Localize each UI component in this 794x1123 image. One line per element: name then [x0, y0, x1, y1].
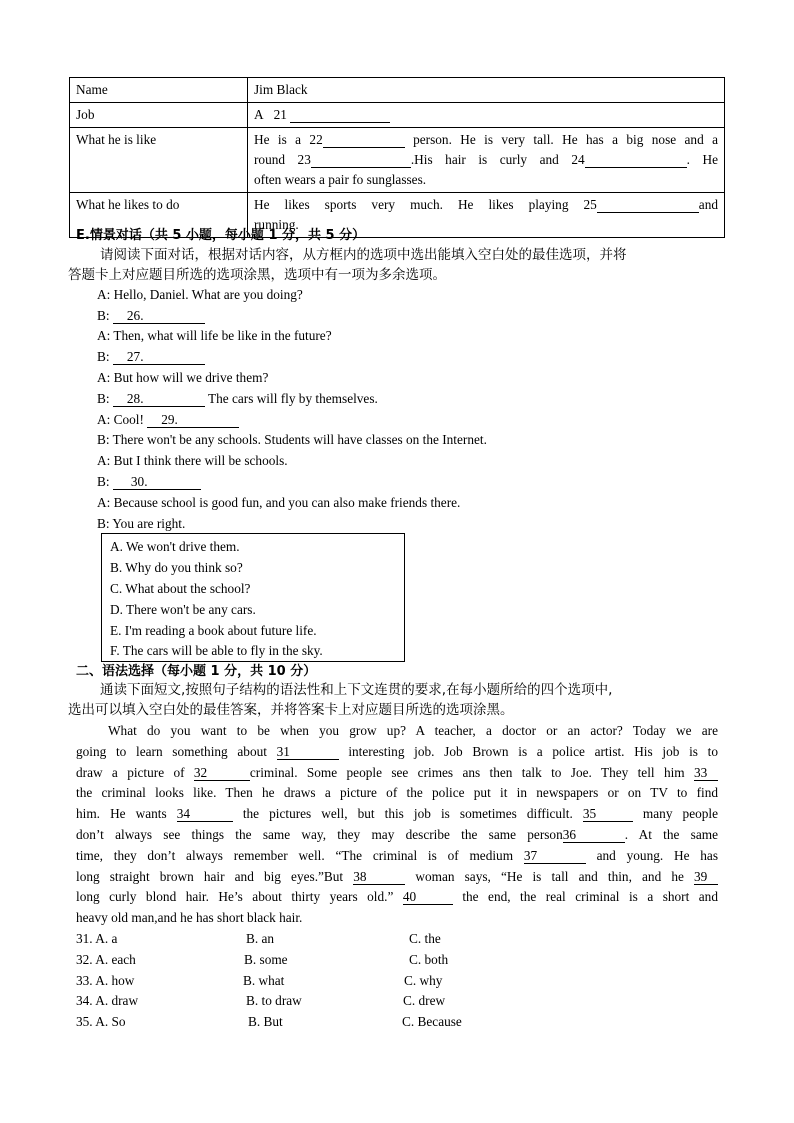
- text-fragment: .His hair is curly and 24: [410, 152, 585, 167]
- mc-option[interactable]: C. why: [404, 973, 443, 988]
- text-fragment: person. He is very tall. He has a big nose and a: [413, 132, 719, 147]
- text-fragment: many people: [632, 806, 718, 822]
- blank-29[interactable]: 29.: [147, 412, 239, 428]
- option-item: F. The cars will be able to fly in the sky.: [110, 643, 323, 658]
- text-fragment: . At the same: [624, 826, 718, 842]
- blank-36[interactable]: 36: [563, 827, 625, 843]
- text-fragment: round 23: [254, 152, 311, 167]
- dialogue-line: A: But how will we drive them?: [97, 370, 269, 385]
- options-box: [101, 533, 405, 662]
- blank-37[interactable]: 37: [524, 848, 586, 864]
- mc-question: 34. A. draw: [76, 993, 139, 1008]
- text-fragment: the pictures well, but this job is sometimes difficult.: [232, 806, 583, 822]
- blank-22[interactable]: [323, 132, 405, 148]
- text-fragment: woman says, “He is tall and thin, and he: [405, 868, 694, 884]
- dialogue-line: [97, 472, 201, 492]
- mc-option[interactable]: C. the: [409, 931, 441, 946]
- passage-line: [76, 825, 718, 846]
- table-cell-label: What he is like: [70, 128, 248, 193]
- mc-question: 33. A. how: [76, 973, 135, 988]
- section-2-instruction: 通读下面短文,按照句子结构的语法性和上下文连贯的要求,在每小题所给的四个选项中,: [100, 682, 613, 698]
- dialogue-line: A: Because school is good fun, and you can also make friends there.: [97, 495, 461, 510]
- dialogue-line: B: You are right.: [97, 516, 186, 531]
- blank-25[interactable]: [597, 197, 699, 213]
- dialogue-line: A: Then, what will life be like in the future?: [97, 328, 332, 343]
- text-fragment: long curly blond hair. He’s about thirty years old.”: [76, 889, 403, 905]
- option-item: D. There won't be any cars.: [110, 602, 256, 617]
- passage-line: [76, 721, 718, 742]
- option-item: C. What about the school?: [110, 581, 251, 596]
- table-row: [70, 78, 725, 103]
- info-table: [69, 77, 725, 238]
- speaker: A: Cool!: [97, 412, 148, 427]
- passage-line: [76, 804, 718, 825]
- passage-line: [76, 846, 718, 867]
- table-row: [70, 128, 725, 193]
- text-line: often wears a pair fo sunglasses.: [254, 172, 427, 187]
- dialogue-line: [97, 306, 205, 326]
- section-e-instruction: 请阅读下面对话，根据对话内容，从方框内的选项中选出能填入空白处的最佳选项，并将: [100, 247, 627, 263]
- blank-23[interactable]: [311, 152, 411, 168]
- blank-27[interactable]: 27.: [113, 349, 205, 365]
- table-cell-value: [248, 128, 725, 193]
- text-fragment: and young. He has: [585, 847, 719, 863]
- blank-39[interactable]: 39: [694, 869, 718, 885]
- text-fragment: interesting job. Job Brown is a police artist. His job is to: [338, 743, 718, 759]
- text-fragment: What do you want to be when you grow up? A teacher, a doctor or an actor? Today we are: [108, 723, 718, 738]
- text-fragment: and: [698, 197, 718, 212]
- blank-40[interactable]: 40: [403, 889, 453, 905]
- option-item: E. I'm reading a book about future life.: [110, 623, 317, 638]
- speaker: B:: [97, 391, 113, 406]
- passage-line: [76, 908, 718, 929]
- dialogue-line: [97, 347, 205, 367]
- text-line: running.: [254, 217, 299, 232]
- dialogue-line: B: There won't be any schools. Students will have classes on the Internet.: [97, 432, 487, 447]
- text-fragment: criminal. Some people see crimes ans then talk to Joe. They tell him: [249, 764, 694, 780]
- mc-option[interactable]: B. some: [244, 952, 288, 967]
- blank-26[interactable]: 26.: [113, 308, 205, 324]
- passage-line: [76, 742, 718, 763]
- mc-question: 35. A. So: [76, 1014, 126, 1029]
- text-fragment: He is a 22: [254, 132, 323, 147]
- reading-passage: [76, 721, 718, 929]
- table-row: [70, 103, 725, 128]
- table-cell-label: Name: [70, 78, 248, 103]
- text-line: [254, 130, 718, 150]
- blank-21-prefix: A 21: [254, 107, 287, 122]
- text-fragment: the end, the real criminal is a short and: [452, 889, 718, 905]
- section-2-instruction: 选出可以填入空白处的最佳答案，并将答案卡上对应题目所选的选项涂黑。: [68, 702, 514, 718]
- blank-32[interactable]: 32: [194, 765, 250, 781]
- mc-option[interactable]: B. an: [246, 931, 275, 946]
- mc-option[interactable]: B. But: [248, 1014, 283, 1029]
- mc-option[interactable]: B. what: [243, 973, 285, 988]
- passage-line: [76, 887, 718, 908]
- mc-option[interactable]: C. drew: [403, 993, 446, 1008]
- text-fragment: don’t always see things the same way, they may describe the same person: [76, 826, 563, 842]
- table-cell-label: What he likes to do: [70, 193, 248, 238]
- blank-38[interactable]: 38: [353, 869, 405, 885]
- section-e-title: E.情景对话（共 5 小题，每小题 1 分，共 5 分）: [76, 228, 366, 243]
- dialogue-line: [97, 410, 239, 430]
- blank-21[interactable]: [290, 107, 390, 123]
- speaker: B:: [97, 474, 113, 489]
- blank-34[interactable]: 34: [177, 806, 233, 822]
- section-2-title: 二、语法选择（每小题 1 分，共 10 分）: [76, 664, 317, 679]
- option-item: B. Why do you think so?: [110, 560, 243, 575]
- text-fragment: He likes sports very much. He likes playing 25: [254, 197, 597, 212]
- text-fragment: time, they don’t always remember well. “The criminal is of medium: [76, 847, 524, 863]
- text-fragment: him. He wants: [76, 806, 177, 822]
- passage-line: [76, 763, 718, 784]
- blank-30[interactable]: 30.: [113, 474, 201, 490]
- mc-question: 31. A. a: [76, 931, 118, 946]
- text-fragment: The cars will fly by themselves.: [204, 391, 378, 406]
- blank-28[interactable]: 28.: [113, 391, 205, 407]
- speaker: B:: [97, 308, 113, 323]
- blank-35[interactable]: 35: [583, 806, 633, 822]
- mc-option[interactable]: B. to draw: [246, 993, 302, 1008]
- text-fragment: the criminal looks like. Then he draws a picture of the police put it in newspapers or on TV to find: [76, 785, 718, 801]
- speaker: B:: [97, 349, 113, 364]
- text-fragment: draw a picture of: [76, 764, 194, 780]
- dialogue-line: A: Hello, Daniel. What are you doing?: [97, 287, 303, 302]
- dialogue-line: [97, 389, 378, 409]
- passage-line: [76, 783, 718, 804]
- text-line: [254, 150, 718, 170]
- table-cell-label: Job: [70, 103, 248, 128]
- blank-24[interactable]: [585, 152, 687, 168]
- text-fragment: heavy old man,and he has short black hair.: [76, 910, 303, 926]
- text-fragment: . He: [686, 152, 718, 167]
- passage-line: [76, 867, 718, 888]
- blank-33[interactable]: 33: [694, 765, 718, 781]
- text-fragment: long straight brown hair and big eyes.”But: [76, 868, 354, 884]
- option-item: A. We won't drive them.: [110, 539, 240, 554]
- blank-31[interactable]: 31: [277, 744, 339, 760]
- table-cell-value: Jim Black: [248, 78, 725, 103]
- mc-option[interactable]: C. both: [409, 952, 449, 967]
- text-fragment: going to learn something about: [76, 743, 277, 759]
- mc-question: 32. A. each: [76, 952, 136, 967]
- dialogue-line: A: But I think there will be schools.: [97, 453, 288, 468]
- text-line: [254, 195, 718, 215]
- mc-option[interactable]: C. Because: [402, 1014, 462, 1029]
- section-e-instruction: 答题卡上对应题目所选的选项涂黑，选项中有一项为多余选项。: [68, 267, 446, 283]
- table-cell-value: [248, 103, 725, 128]
